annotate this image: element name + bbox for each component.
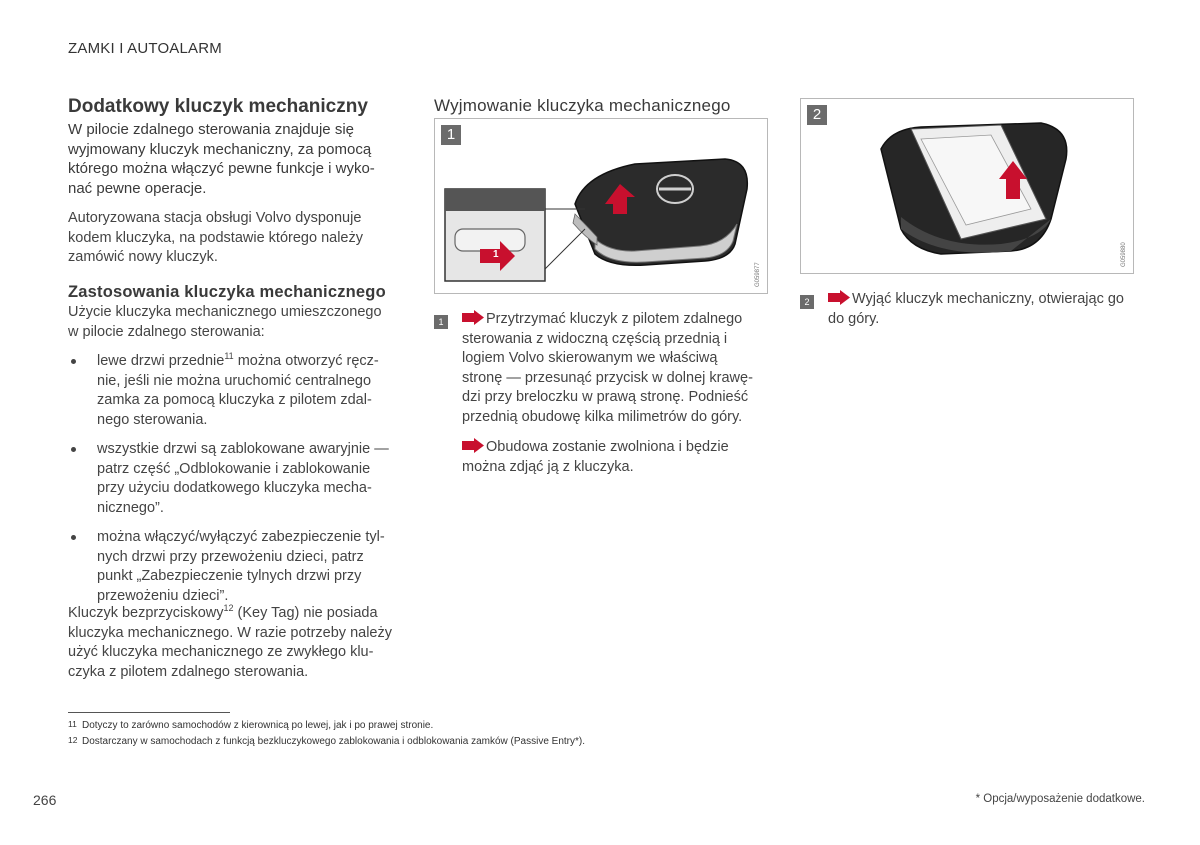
footnote — [68, 717, 585, 733]
step-text: do góry. — [828, 310, 880, 327]
usage-list — [68, 352, 398, 616]
intro-line: wyjmowany kluczyk mechaniczny, za pomocą — [68, 140, 372, 158]
text-line: kodem kluczyka, na podstawie którego należy — [68, 229, 363, 246]
text-line: zamówić nowy kluczyk. — [68, 249, 218, 265]
footnote-ref[interactable]: 11 — [224, 351, 234, 362]
step-text: można zdjąć ją z kluczyka. — [462, 458, 634, 475]
key-fob-illustration — [435, 119, 767, 293]
footnote-divider — [68, 712, 230, 713]
inset-step-label: 1 — [493, 249, 499, 260]
text-line: kluczyka mechanicznego. W razie potrzeby należy — [68, 624, 392, 641]
footnote-ref[interactable]: 12 — [223, 603, 234, 614]
intro-line: W pilocie zdalnego sterowania znajduje się — [68, 121, 354, 138]
list-item-text: patrz część „Odblokowanie i zablokowanie — [97, 460, 371, 477]
footnote-number: 11 — [68, 719, 77, 729]
figure-2 — [800, 98, 1134, 274]
section-title: Dodatkowy kluczyk mechaniczny — [68, 96, 368, 117]
list-item-text: lewe drzwi przednie — [97, 353, 225, 369]
list-item-text: można włączyć/wyłączyć zabezpieczenie tyl- — [97, 529, 385, 545]
list-item-text: wszystkie drzwi są zablokowane awaryjnie — — [97, 441, 389, 457]
step-text: dzi przy breloczku w prawą stronę. Podnieść — [462, 389, 749, 405]
list-item — [68, 440, 398, 518]
intro-paragraph — [68, 120, 398, 198]
footnotes — [68, 717, 585, 749]
step-number-box: 2 — [800, 295, 814, 309]
footnote-number: 12 — [68, 735, 78, 745]
mechanical-key-illustration — [801, 99, 1133, 273]
list-item-text: nych drzwi przy przewożeniu dzieci, patrz — [97, 548, 364, 565]
page-number: 266 — [33, 792, 57, 808]
step-text: Wyjąć kluczyk mechaniczny, otwierając go — [852, 291, 1124, 307]
text-line: (Key Tag) nie posiada — [233, 605, 378, 621]
step-text: logiem Volvo skierowanym we właściwą — [462, 350, 718, 366]
figure-number: 2 — [807, 105, 827, 125]
list-item-text: nicznego”. — [97, 499, 164, 516]
list-item-text: punkt „Zabezpieczenie tylnych drzwi przy — [97, 568, 362, 584]
list-item — [68, 528, 398, 606]
footnote-text: Dotyczy to zarówno samochodów z kierownicą po lewej, jak i po prawej stronie. — [82, 720, 434, 731]
figure-number: 1 — [441, 125, 461, 145]
step-badge-1-icon — [828, 290, 850, 305]
list-item-text: nego sterowania. — [97, 411, 208, 428]
list-item-text: przewożeniu dzieci”. — [97, 587, 229, 604]
list-item-text: nie, jeśli nie można uruchomić centralnego — [97, 372, 372, 389]
list-item-text: zamka za pomocą kluczyka z pilotem zdal- — [97, 392, 372, 408]
intro-line: nać pewne operacje. — [68, 179, 207, 197]
footnote — [68, 733, 585, 749]
removal-title: Wyjmowanie kluczyka mechanicznego — [434, 96, 731, 115]
text-line: użyć kluczyka mechanicznego ze zwykłego klu- — [68, 644, 374, 660]
step-text: stronę — przesunąć przycisk w dolnej krawę- — [462, 369, 753, 386]
step-text: przednią obudowę kilka milimetrów do góry. — [462, 408, 743, 425]
list-item-text: można otworzyć ręcz- — [233, 353, 379, 369]
list-item — [68, 352, 398, 430]
intro-line: którego można włączyć pewne funkcje i wyko- — [68, 160, 375, 178]
step-text: Obudowa zostanie zwolniona i będzie — [486, 439, 729, 455]
step-badge-1-icon — [462, 310, 484, 325]
step-2 — [434, 438, 764, 477]
service-paragraph — [68, 209, 398, 268]
usage-paragraph — [68, 303, 398, 342]
section-header: ZAMKI I AUTOALARM — [68, 40, 222, 57]
step-text: Przytrzymać kluczyk z pilotem zdalnego — [486, 311, 743, 327]
keytag-paragraph — [68, 604, 408, 682]
step-text: sterowania z widoczną częścią przednią i — [462, 330, 728, 347]
step-3 — [800, 290, 1140, 329]
text-line: w pilocie zdalnego sterowania: — [68, 323, 265, 340]
figure-code: G059877 — [755, 262, 761, 287]
step-1 — [434, 310, 764, 427]
usage-subtitle: Zastosowania kluczyka mechanicznego — [68, 283, 386, 301]
step-badge-2-icon — [462, 438, 484, 453]
options-note: * Opcja/wyposażenie dodatkowe. — [975, 793, 1145, 805]
footnote-text: Dostarczany w samochodach z funkcją bezkluczykowego zablokowania i odblokowania zamków (Passive Entry*). — [82, 736, 586, 747]
text-line: Kluczyk bezprzyciskowy — [68, 605, 224, 621]
figure-code: G059880 — [1121, 242, 1127, 267]
text-line: Autoryzowana stacja obsługi Volvo dysponuje — [68, 210, 362, 226]
text-line: czyka z pilotem zdalnego sterowania. — [68, 663, 309, 680]
text-line: Użycie kluczyka mechanicznego umieszczonego — [68, 304, 382, 320]
step-number-box: 1 — [434, 315, 448, 329]
figure-1 — [434, 118, 768, 294]
list-item-text: przy użyciu dodatkowego kluczyka mecha- — [97, 480, 372, 496]
